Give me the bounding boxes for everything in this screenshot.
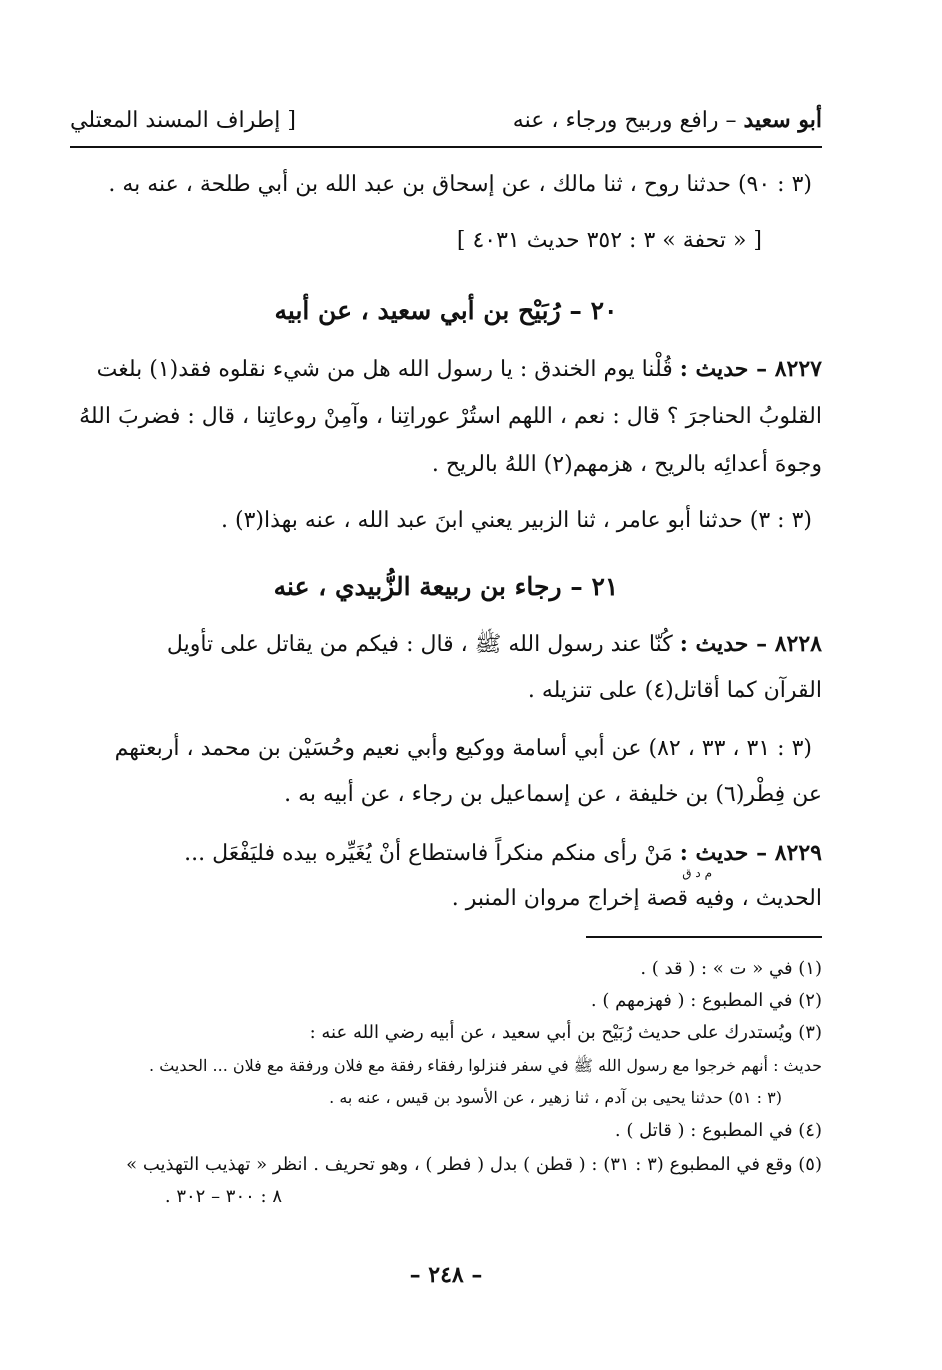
footnote-separator [586,936,822,938]
chain-8228-line-1: (٣ : ٣١ ، ٣٣ ، ٨٢) عن أبي أسامة ووكيع وأبي نعيم وحُسَيْن بن محمد ، أربعتهم [114,736,812,761]
section-heading-20: ٢٠ – رُبَيْح بن أبي سعيد ، عن أبيه [274,296,618,325]
footnote-4: (٤) في المطبوع : ( قاتل ) . [614,1120,822,1141]
header-author: أبو سعيد [743,107,822,133]
page-number: – ٢٤٨ – [409,1262,483,1288]
chain-line-1: (٣ : ٩٠) حدثنا روح ، ثنا مالك ، عن إسحاق بن عبد الله بن أبي طلحة ، عنه به . [108,172,812,197]
hadith-8229-number: ٨٢٢٩ – حديث : [679,840,822,866]
hadith-8227-text-1: قُلْنا يوم الخندق : يا رسول الله هل من شيء نقلوه فقد(١) بلغت [96,357,673,382]
hadith-8229-text-1: مَنْ رأى منكم منكراً فاستطاع أنْ يُغَيِّره بيده فليَفْعَل ... [184,841,673,866]
header-rule [70,146,822,148]
hadith-8227-line-3: وجوهَ أعدائِه بالريح ، هزمهم(٢) اللهُ بالريح . [431,452,822,477]
header-chapter: – رافع وربيح ورجاء ، عنه [512,108,737,133]
footnote-3-chain: (٣ : ٥١) حدثنا يحيى بن آدم ، ثنا زهير ، عن الأسود بن قيس ، عنه به . [329,1088,782,1107]
chain-8227: (٣ : ٣) حدثنا أبو عامر ، ثنا الزبير يعني ابنَ عبد الله ، عنه بهذا(٣) . [220,508,812,533]
footnote-3: (٣) ويُستدرك على حديث رُبَيْح بن أبي سعيد ، عن أبيه رضي الله عنه : [309,1022,822,1043]
document-page [70,100,822,1300]
hadith-8229-source-mark: م د ق [682,866,712,880]
hadith-8229-line-1 [70,840,822,866]
header-right [513,107,822,133]
header-book-title: [ إطراف المسند المعتلي [70,107,296,133]
hadith-8228-number: ٨٢٢٨ – حديث : [679,631,822,657]
footnote-1: (١) في « ت » : ( قد ) . [640,958,822,979]
hadith-8228-line-1 [70,630,822,662]
hadith-8227-line-2: القلوبُ الحناجرَ ؟ قال : نعم ، اللهم استُرْ عوراتِنا ، وآمِنْ روعاتِنا ، قال : فضربَ اللهُ [79,404,822,429]
running-header [70,100,822,140]
footnote-2: (٢) في المطبوع : ( فهزمهم ) . [590,990,822,1011]
hadith-8229-line-2: الحديث ، وفيه قصة إخراج مروان المنبر . [451,886,822,911]
hadith-8227-line-1 [70,356,822,382]
tuhfa-reference: [ « تحفة » ٣ : ٣٥٢ حديث ٤٠٣١ ] [456,228,762,253]
hadith-8227-number: ٨٢٢٧ – حديث : [679,356,822,382]
chain-8228-line-2: عن فِطْر(٦) بن خليفة ، عن إسماعيل بن رجاء ، عن أبيه به . [284,782,822,807]
section-heading-21: ٢١ – رجاء بن ربيعة الزُّبيدي ، عنه [273,572,619,601]
hadith-8228-line-2: القرآن كما أقاتل(٤) على تنزيله . [527,678,822,703]
footnote-3-hadith: حديث : أنهم خرجوا مع رسول الله ﷺ في سفر فنزلوا رفقاء رفقة مع فلان ورفقة مع فلان ... الحديث . [149,1056,822,1075]
footnote-5-line-1: (٥) وقع في المطبوع (٣ : ٣١) : ( قطن ) بدل ( فطر ) ، وهو تحريف . انظر « تهذيب التهذيب » [126,1154,822,1175]
footnote-5-line-2: ٨ : ٣٠٠ – ٣٠٢ . [164,1186,282,1207]
hadith-8228-text-1: كُنّا عند رسول الله ﷺ ، قال : فيكم من يقاتل على تأويل [166,632,673,657]
